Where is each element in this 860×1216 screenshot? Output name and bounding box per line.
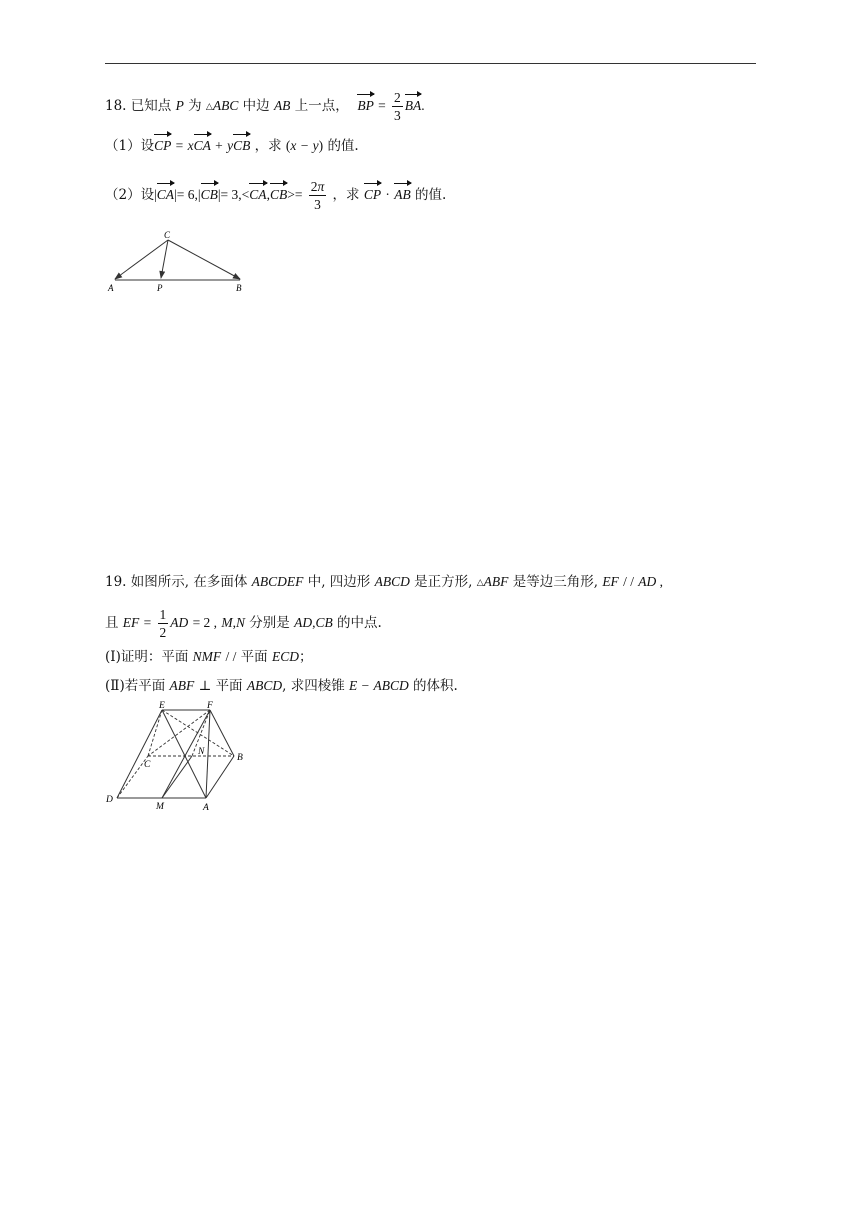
- vector-cp: [161, 240, 168, 278]
- q18-part2: （2）设|CA|= 6,|CB|= 3,<CA,CB>= $\frac{2\pi}{3}$ ，求 CP · AB 的值.: [105, 179, 447, 212]
- vector-cb: [168, 240, 240, 279]
- edge-ed: [117, 710, 162, 798]
- label-m: M: [156, 802, 164, 812]
- label-p: P: [157, 283, 163, 293]
- q18-number: 18.: [105, 98, 127, 114]
- label-f: F: [207, 701, 213, 711]
- label-b: B: [236, 283, 242, 293]
- q19-stem-line2: 且 EF = $\frac{1}{2}$ AD = 2 , M,N 分别是 AD,CB 的中点.: [105, 607, 382, 640]
- edge-fa: [206, 710, 210, 798]
- label-a: A: [108, 283, 114, 293]
- q19-stem-line1: 19. 如图所示, 在多面体 ABCDEF 中, 四边形 ABCD 是正方形, △ABF 是等边三角形, EF / / AD ,: [105, 574, 664, 590]
- label-b2: B: [237, 753, 243, 763]
- header-rule: [105, 63, 756, 64]
- label-c2: C: [144, 760, 151, 770]
- label-n: N: [198, 747, 205, 757]
- q18-triangle-figure: [100, 228, 260, 298]
- label-d: D: [106, 795, 113, 805]
- label-a2: A: [203, 803, 209, 813]
- vector-ca: [115, 240, 168, 279]
- label-e: E: [159, 701, 165, 711]
- q19-number: 19.: [105, 574, 127, 590]
- edge-mn: [162, 756, 192, 798]
- label-c: C: [164, 230, 171, 240]
- q19-polyhedron-figure: [100, 698, 260, 816]
- q18-part1: （1）设CP = xCA + yCB ，求 (x − y) 的值.: [105, 138, 359, 154]
- q19-part1: (Ⅰ)证明：平面 NMF / / 平面 ECD；: [105, 649, 313, 665]
- q19-part2: (Ⅱ)若平面 ABF ⊥ 平面 ABCD, 求四棱锥 E − ABCD 的体积.: [105, 678, 458, 694]
- q18-stem: 18. 已知点 P 为 △ABC 中边 AB 上一点， BP = $\frac{2}{3}$ BA.: [105, 90, 425, 123]
- edge-fb: [210, 710, 234, 756]
- edge-ab: [206, 756, 234, 798]
